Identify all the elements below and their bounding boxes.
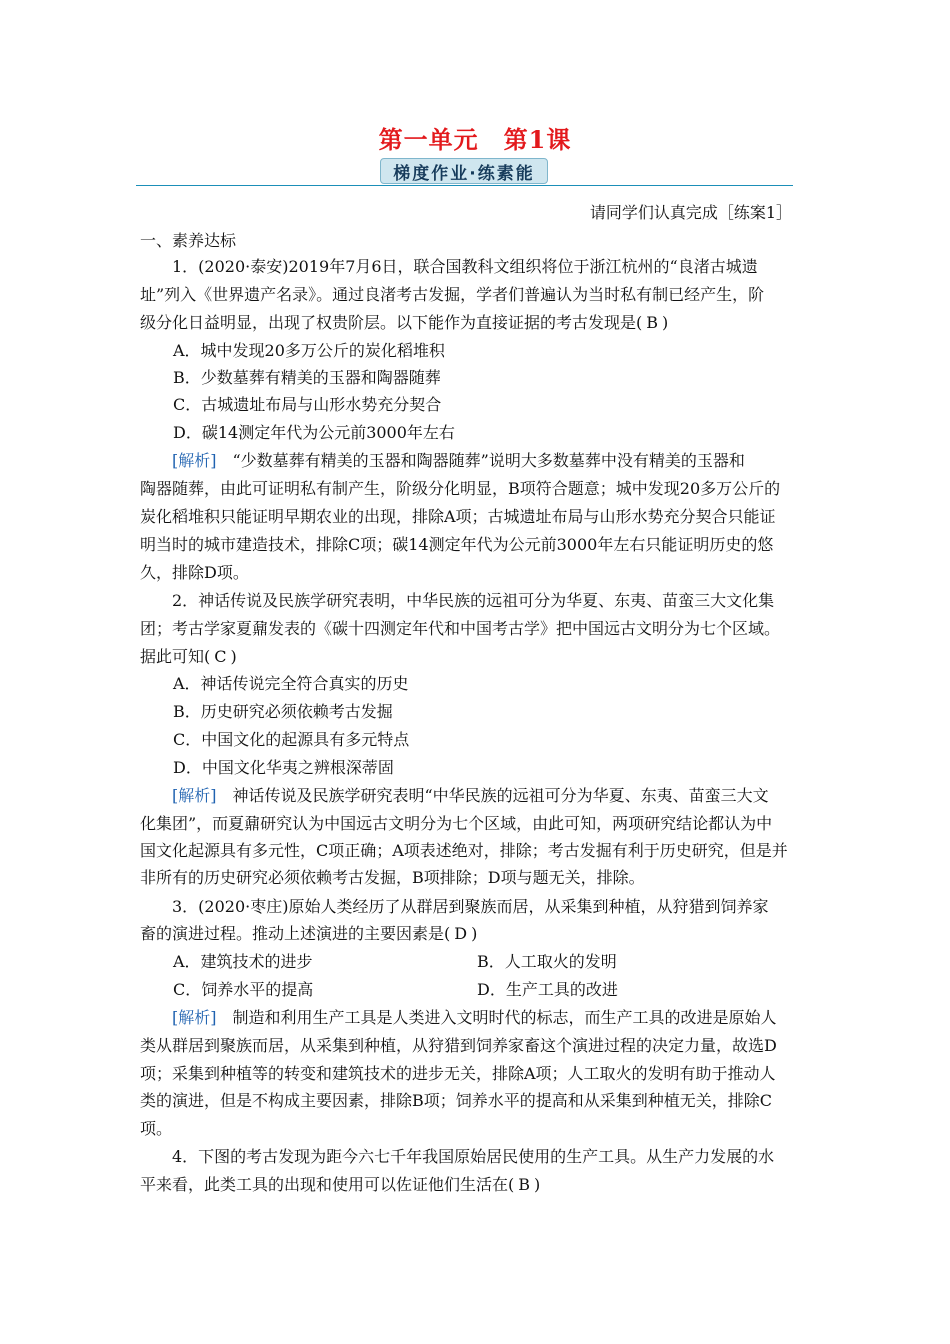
q1-analysis-line-4: 明当时的城市建造技术，排除C项；碳14测定年代为公元前3000年左右只能证明历史的悠 [140, 535, 774, 554]
q2-line-3: 据此可知( C ) [140, 647, 237, 666]
analysis-tag: [解析] [172, 1008, 217, 1027]
q3-option-c: C．饲养水平的提高 [173, 980, 314, 999]
q3-option-b: B．人工取火的发明 [477, 952, 617, 971]
q2-answer: C [214, 647, 227, 666]
q1-option-d: D．碳14测定年代为公元前3000年左右 [173, 423, 455, 442]
q1-option-b: B．少数墓葬有精美的玉器和陶器随葬 [173, 368, 441, 387]
q3-analysis-line-4: 类的演进，但是不构成主要因素，排除B项；饲养水平的提高和从采集到种植无关，排除C [140, 1091, 773, 1110]
q3-line-1: 3．(2020·枣庄)原始人类经历了从群居到聚族而居，从采集到种植，从狩猎到饲养家 [172, 897, 769, 916]
q4-line-1: 4．下图的考古发现为距今六七千年我国原始居民使用的生产工具。从生产力发展的水 [172, 1147, 775, 1166]
q1-analysis-line-3: 炭化稻堆积只能证明早期农业的出现，排除A项；古城遗址布局与山形水势充分契合只能证 [140, 507, 776, 526]
q3-analysis-line-1: [解析] 制造和利用生产工具是人类进入文明时代的标志，而生产工具的改进是原始人 [172, 1008, 777, 1027]
q1-analysis-line-5: 久，排除D项。 [140, 563, 249, 582]
q4-line-2: 平来看，此类工具的出现和使用可以佐证他们生活在( B ) [140, 1175, 541, 1194]
q1-line-2: 址”列入《世界遗产名录》。通过良渚考古发掘，学者们普遍认为当时私有制已经产生，阶 [140, 285, 765, 304]
q1-analysis-line-2: 陶器随葬，由此可证明私有制产生，阶级分化明显，B项符合题意；城中发现20多万公斤的 [140, 479, 781, 498]
analysis-tag: [解析] [172, 451, 217, 470]
badge-label: 梯度作业·练素能 [380, 158, 548, 184]
q2-analysis-line-3: 国文化起源具有多元性，C项正确；A项表述绝对，排除；考古发掘有利于历史研究，但是并 [140, 841, 788, 860]
q1-answer: B [646, 313, 659, 332]
q2-option-d: D．中国文化华夷之辨根深蒂固 [173, 758, 394, 777]
q3-analysis-line-3: 项；采集到种植等的转变和建筑技术的进步无关，排除A项；人工取火的发明有助于推动人 [140, 1064, 776, 1083]
assignment-note: 请同学们认真完成［练案1］ [589, 203, 792, 222]
q3-answer: D [454, 924, 468, 943]
q3-analysis-line-2: 类从群居到聚族而居，从采集到种植，从狩猎到饲养家畜这个演进过程的决定力量，故选D [140, 1036, 777, 1055]
q2-line-2: 团；考古学家夏鼐发表的《碳十四测定年代和中国考古学》把中国远古文明分为七个区域。 [140, 619, 781, 638]
q4-answer: B [518, 1175, 531, 1194]
q2-analysis-line-1: [解析] 神话传说及民族学研究表明“中华民族的远祖可分为华夏、东夷、苗蛮三大文 [172, 786, 769, 805]
q2-line-1: 2．神话传说及民族学研究表明，中华民族的远祖可分为华夏、东夷、苗蛮三大文化集 [172, 591, 775, 610]
section-heading: 一、素养达标 [140, 231, 237, 250]
q2-analysis-line-2: 化集团”，而夏鼐研究认为中国远古文明分为七个区域，由此可知，两项研究结论都认为中 [140, 814, 773, 833]
q1-option-a: A．城中发现20多万公斤的炭化稻堆积 [173, 341, 445, 360]
q1-analysis-line-1: [解析] “少数墓葬有精美的玉器和陶器随葬”说明大多数墓葬中没有精美的玉器和 [172, 451, 745, 470]
q1-line-1: 1．(2020·泰安)2019年7月6日，联合国教科文组织将位于浙江杭州的“良渚古城遗 [172, 257, 758, 276]
q2-option-a: A．神话传说完全符合真实的历史 [173, 674, 409, 693]
section-badge [380, 158, 550, 184]
q2-option-c: C．中国文化的起源具有多元特点 [173, 730, 410, 749]
header-divider [136, 185, 793, 186]
q2-option-b: B．历史研究必须依赖考古发掘 [173, 702, 393, 721]
page-title: 第一单元 第1课 [378, 125, 572, 154]
analysis-tag: [解析] [172, 786, 217, 805]
q3-option-a: A．建筑技术的进步 [173, 952, 313, 971]
q3-line-2: 畜的演进过程。推动上述演进的主要因素是( D ) [140, 924, 478, 943]
q2-analysis-line-4: 非所有的历史研究必须依赖考古发掘，B项排除；D项与题无关，排除。 [140, 868, 645, 887]
q1-line-3: 级分化日益明显，出现了权贵阶层。以下能作为直接证据的考古发现是( B ) [140, 313, 669, 332]
q1-option-c: C．古城遗址布局与山形水势充分契合 [173, 395, 442, 414]
q3-option-d: D．生产工具的改进 [477, 980, 618, 999]
q3-analysis-line-5: 项。 [140, 1119, 173, 1138]
